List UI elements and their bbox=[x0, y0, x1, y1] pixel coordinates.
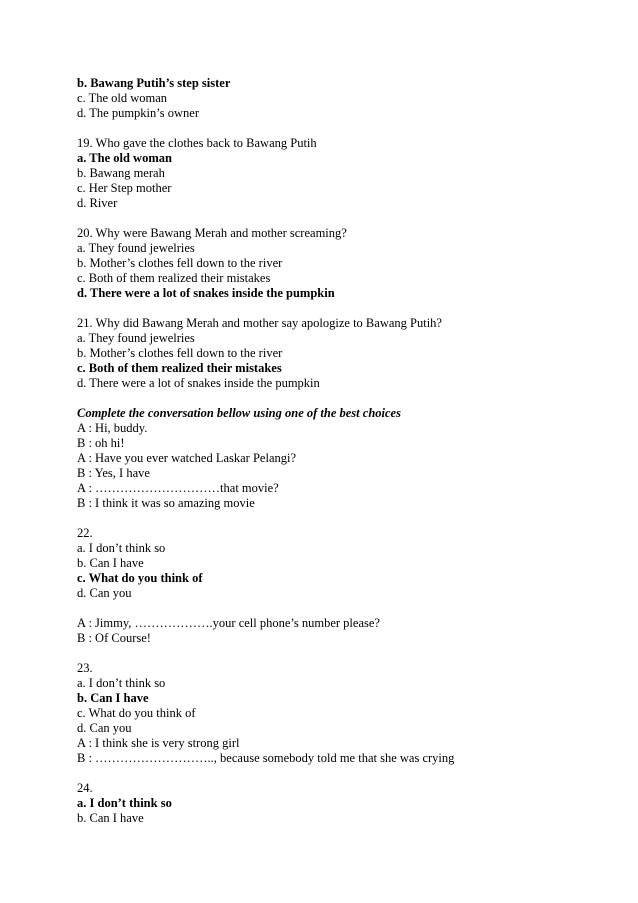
text-line: B : Yes, I have bbox=[77, 466, 150, 480]
document-body bbox=[77, 76, 597, 826]
text-line: a. They found jewelries bbox=[77, 331, 195, 345]
text-line: d. There were a lot of snakes inside the pumpkin bbox=[77, 376, 320, 390]
text-line: d. Can you bbox=[77, 586, 132, 600]
text-line: 24. bbox=[77, 781, 93, 795]
text-line: 19. Who gave the clothes back to Bawang Putih bbox=[77, 136, 317, 150]
text-line: B : Of Course! bbox=[77, 631, 151, 645]
text-line: B : ……………………….., because somebody told me that she was crying bbox=[77, 751, 455, 765]
text-line: c. What do you think of bbox=[77, 706, 196, 720]
blank-line bbox=[77, 301, 597, 316]
text-line: A : Jimmy, ……………….your cell phone’s number please? bbox=[77, 616, 380, 630]
text-line: d. Can you bbox=[77, 721, 132, 735]
text-line: b. Can I have bbox=[77, 691, 149, 705]
text-line: c. Her Step mother bbox=[77, 181, 172, 195]
blank-line bbox=[77, 766, 597, 781]
text-line: d. The pumpkin’s owner bbox=[77, 106, 199, 120]
text-line: b. Bawang merah bbox=[77, 166, 165, 180]
text-line: b. Mother’s clothes fell down to the river bbox=[77, 256, 283, 270]
text-line: b. Can I have bbox=[77, 811, 144, 825]
text-line: a. I don’t think so bbox=[77, 541, 166, 555]
blank-line bbox=[77, 121, 597, 136]
text-line: a. I don’t think so bbox=[77, 676, 166, 690]
text-line: d. There were a lot of snakes inside the pumpkin bbox=[77, 286, 335, 300]
text-line: 20. Why were Bawang Merah and mother screaming? bbox=[77, 226, 347, 240]
text-line: c. Both of them realized their mistakes bbox=[77, 271, 271, 285]
text-line: Complete the conversation bellow using one of the best choices bbox=[77, 406, 401, 420]
text-line: 21. Why did Bawang Merah and mother say apologize to Bawang Putih? bbox=[77, 316, 442, 330]
text-line: B : oh hi! bbox=[77, 436, 125, 450]
text-line: A : I think she is very strong girl bbox=[77, 736, 240, 750]
text-line: b. Bawang Putih’s step sister bbox=[77, 76, 231, 90]
blank-line bbox=[77, 211, 597, 226]
text-line: 23. bbox=[77, 661, 93, 675]
text-line: a. They found jewelries bbox=[77, 241, 195, 255]
text-line: A : …………………………that movie? bbox=[77, 481, 279, 495]
blank-line bbox=[77, 391, 597, 406]
text-line: A : Have you ever watched Laskar Pelangi? bbox=[77, 451, 297, 465]
text-line: c. What do you think of bbox=[77, 571, 203, 585]
blank-line bbox=[77, 601, 597, 616]
text-line: a. The old woman bbox=[77, 151, 172, 165]
text-line: c. The old woman bbox=[77, 91, 168, 105]
text-line: a. I don’t think so bbox=[77, 796, 172, 810]
text-line: 22. bbox=[77, 526, 93, 540]
blank-line bbox=[77, 511, 597, 526]
text-line: A : Hi, buddy. bbox=[77, 421, 148, 435]
text-line: b. Can I have bbox=[77, 556, 144, 570]
text-line: b. Mother’s clothes fell down to the river bbox=[77, 346, 283, 360]
blank-line bbox=[77, 646, 597, 661]
text-line: d. River bbox=[77, 196, 118, 210]
text-line: c. Both of them realized their mistakes bbox=[77, 361, 282, 375]
text-line: B : I think it was so amazing movie bbox=[77, 496, 255, 510]
